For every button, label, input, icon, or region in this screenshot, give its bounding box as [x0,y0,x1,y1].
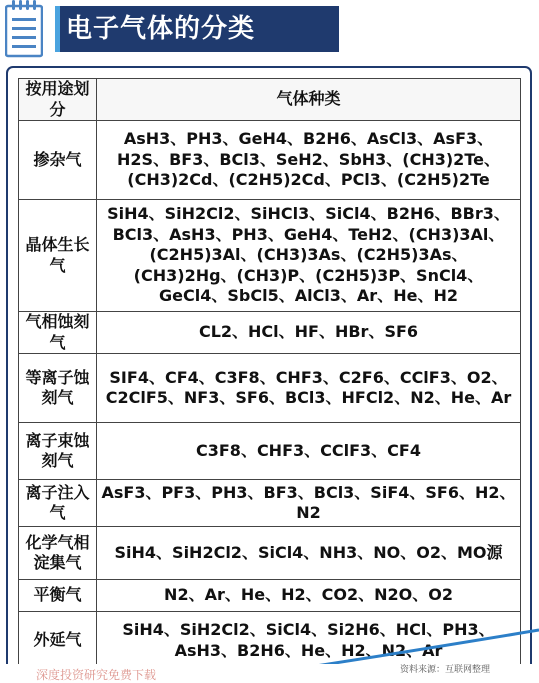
table-row [19,612,521,670]
notepad-icon [5,0,43,58]
footer-text: 深度投资研究免费下载 [36,668,157,682]
category-cell: 晶体生长气 [19,200,97,312]
header-gas-types: 气体种类 [97,79,521,121]
gases-cell: CL2、HCl、HF、HBr、SF6 [97,312,521,354]
category-cell: 平衡气 [19,580,97,612]
table-row [19,580,521,612]
category-cell: 化学气相淀集气 [19,527,97,580]
gases-cell: SiH4、SiH2Cl2、SiCl4、Si2H6、HCl、PH3、AsH3、B2H6、He、H2、N2、Ar [97,612,521,670]
gases-cell: C3F8、CHF3、CClF3、CF4 [97,423,521,480]
category-cell: 气相蚀刻气 [19,312,97,354]
title-accent-bar [55,6,60,52]
table-row [19,480,521,527]
table-frame [6,66,532,670]
gases-cell: SiH4、SiH2Cl2、SiHCl3、SiCl4、B2H6、BBr3、BCl3、AsH3、PH3、GeH4、TeH2、(CH3)3Al、(C2H5)3Al、(CH3)3As、(C2H5)3As、(CH3)2Hg、(CH3)P、(C2H5)3P、SnCl4、GeCl4、SbCl5、AlCl3、Ar、He、H2 [97,200,521,312]
gas-classification-table [18,78,521,670]
table-row [19,312,521,354]
gases-cell: AsF3、PF3、PH3、BF3、BCl3、SiF4、SF6、H2、N2 [97,480,521,527]
gases-cell: SiH4、SiH2Cl2、SiCl4、NH3、NO、O2、MO源 [97,527,521,580]
table-row [19,121,521,200]
source-note: 资料来源：互联网整理 [400,665,491,675]
page-title: 电子气体的分类 [66,14,256,44]
gases-cell: N2、Ar、He、H2、CO2、N2O、O2 [97,580,521,612]
table-row [19,354,521,423]
category-cell: 外延气 [19,612,97,670]
gases-cell: SIF4、CF4、C3F8、CHF3、C2F6、CClF3、O2、C2ClF5、NF3、SF6、BCl3、HFCl2、N2、He、Ar [97,354,521,423]
category-cell: 掺杂气 [19,121,97,200]
table-row [19,200,521,312]
table-row [19,423,521,480]
header-category: 按用途划分 [19,79,97,121]
category-cell: 离子注入气 [19,480,97,527]
gases-cell: AsH3、PH3、GeH4、B2H6、AsCl3、AsF3、H2S、BF3、BCl3、SeH2、SbH3、(CH3)2Te、(CH3)2Cd、(C2H5)2Cd、PCl3、(C2H5)2Te [97,121,521,200]
table-row [19,527,521,580]
table-header-row [19,79,521,121]
category-cell: 等离子蚀刻气 [19,354,97,423]
category-cell: 离子束蚀刻气 [19,423,97,480]
